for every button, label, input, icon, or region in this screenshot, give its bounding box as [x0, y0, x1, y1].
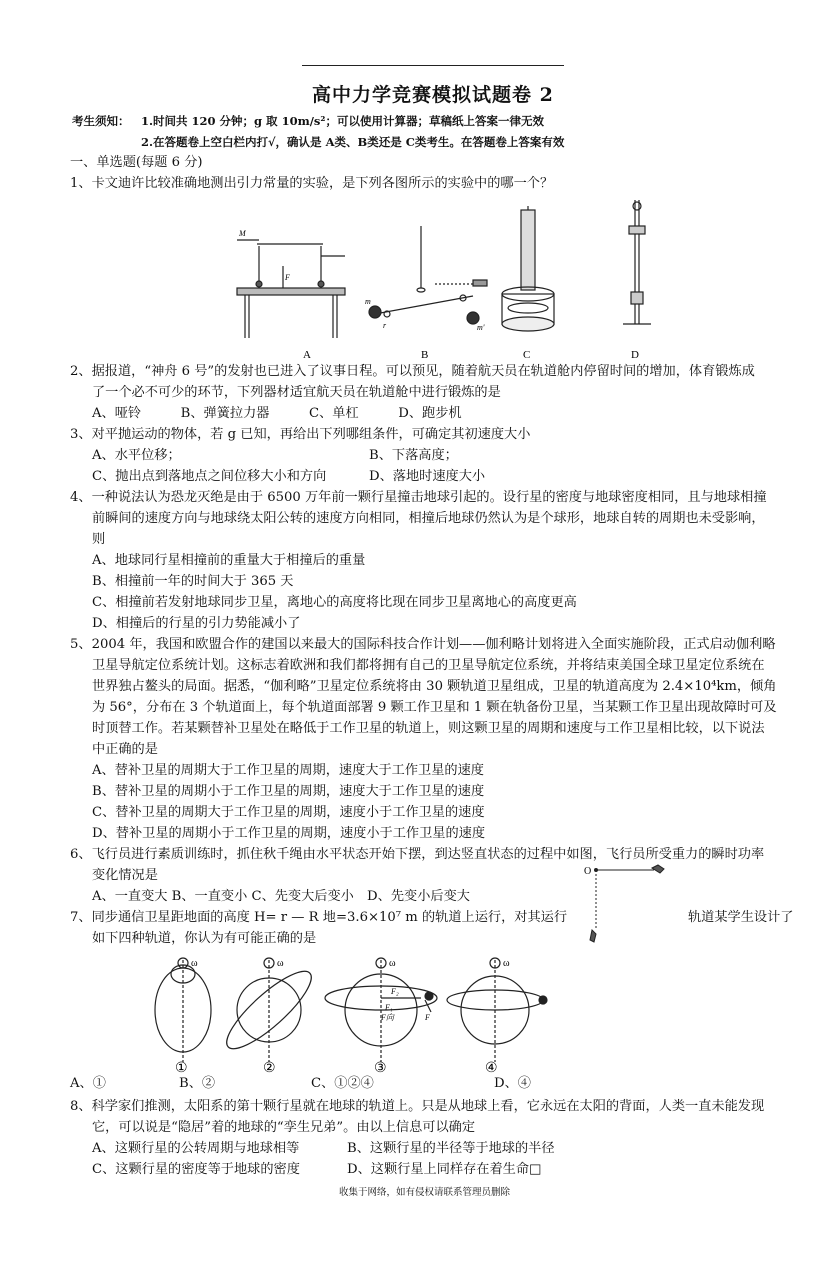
figure-a-label-f: F — [285, 273, 290, 282]
q2-stem-2: 了一个必不可少的环节，下列器材适宜航天员在轨道舱中进行锻炼的是 — [92, 385, 501, 400]
q7-stem-2: 如下四种轨道，你认为有可能正确的是 — [92, 931, 317, 946]
q8-option-c: C、这颗行星的密度等于地球的密度 — [92, 1162, 300, 1177]
q3-stem: 3、对平抛运动的物体，若 g 已知，再给出下列哪组条件，可确定其初速度大小 — [70, 427, 531, 442]
q3-option-d: D、落地时速度大小 — [369, 469, 486, 484]
q8-option-b: B、这颗行星的半径等于地球的半径 — [347, 1141, 555, 1156]
notice-line-2: 2.在答题卷上空白栏内打√，确认是 A类、B类还是 C类考生。在答题卷上答案有效 — [141, 135, 565, 149]
q7-option-d: D、④ — [494, 1076, 531, 1091]
q7-stem-1b: 轨道某学生设计了 — [688, 910, 794, 925]
q4-option-b: B、相撞前一年的时间大于 365 天 — [92, 574, 294, 589]
q7-omega-1: ω — [191, 958, 198, 969]
figure-b-label-r: r — [383, 321, 387, 330]
q4-stem-3: 则 — [92, 532, 106, 547]
q7-omega-4: ω — [503, 958, 510, 969]
q5-stem-4: 为 56°，分布在 3 个轨道面上，每个轨道面部署 9 颗工作卫星和 1 颗在轨备份卫星，当某颗工作卫星出现故障时可及 — [92, 700, 777, 715]
figure-a-label-m: M — [239, 229, 246, 238]
q1-stem: 1、卡文迪许比较准确地测出引力常量的实验，是下列各图所示的实验中的哪一个？ — [70, 176, 554, 191]
q1-figure — [225, 196, 665, 361]
notice-line-1: 1.时间共 120 分钟；g 取 10m/s²；可以使用计算器；草稿纸上答案一律无效 — [141, 114, 544, 128]
q7-force-f1: F₁ — [385, 1003, 393, 1012]
figure-d-rod-apparatus — [623, 200, 651, 324]
q7-fig-label-4: ④ — [485, 1061, 498, 1076]
q7-fig-label-2: ② — [263, 1061, 276, 1076]
figure-a-table-apparatus — [237, 240, 345, 338]
q7-option-a: A、① — [70, 1076, 106, 1091]
q4-option-a: A、地球同行星相撞前的重量大于相撞后的重量 — [92, 553, 366, 568]
figure-label-d: D — [631, 349, 639, 361]
notice-label: 考生须知： — [72, 114, 130, 128]
q2-options: A、哑铃 B、弹簧拉力器 C、单杠 D、跑步机 — [92, 406, 462, 421]
q3-option-b: B、下落高度； — [369, 448, 458, 463]
q4-option-c: C、相撞前若发射地球同步卫星，离地心的高度将比现在同步卫星离地心的高度更高 — [92, 595, 577, 610]
q4-stem-1: 4、一种说法认为恐龙灭绝是由于 6500 万年前一颗行星撞击地球引起的。设行星的密度与地球密度相同，且与地球相撞 — [70, 490, 767, 505]
figure-b-torsion-balance — [369, 226, 487, 324]
q8-stem-2: 它，可以说是“隐居”着的地球的“孪生兄弟”。由以上信息可以确定 — [92, 1120, 476, 1135]
q5-stem-1: 5、2004 年，我国和欧盟合作的建国以来最大的国际科技合作计划——伽利略计划将进入全面实施阶段，正式启动伽利略 — [70, 637, 776, 652]
q7-force-fn: F向 — [381, 1013, 394, 1022]
q7-fig-label-3: ③ — [374, 1061, 387, 1076]
figure-label-a: A — [303, 349, 311, 361]
q3-option-c: C、抛出点到落地点之间位移大小和方向 — [92, 469, 327, 484]
q4-stem-2: 前瞬间的速度方向与地球绕太阳公转的速度方向相同，相撞后地球仍然认为是个球形，地球自转的周期也未受影响， — [92, 511, 765, 526]
q6-stem-1: 6、飞行员进行素质训练时，抓住秋千绳由水平状态开始下摆，到达竖直状态的过程中如图，飞行员所受重力的瞬时功率 — [70, 847, 765, 862]
top-rule — [302, 65, 564, 66]
q6-stem-2: 变化情况是 — [92, 868, 158, 883]
q7-omega-3: ω — [389, 958, 396, 969]
figure-b-label-m: m — [365, 297, 371, 306]
figure-c-tube-apparatus — [502, 206, 554, 331]
q7-omega-2: ω — [277, 958, 284, 969]
q7-force-f: F — [425, 1013, 430, 1022]
q6-options: A、一直变大 B、一直变小 C、先变大后变小 D、先变小后变大 — [92, 889, 470, 904]
q5-option-d: D、替补卫星的周期小于工作卫星的周期，速度小于工作卫星的速度 — [92, 826, 486, 841]
q3-option-a: A、水平位移； — [92, 448, 181, 463]
q4-option-d: D、相撞后的行星的引力势能减小了 — [92, 616, 301, 631]
q6-figure-label-o: O — [584, 866, 592, 877]
figure-label-c: C — [523, 349, 531, 361]
q5-stem-2: 卫星导航定位系统计划。这标志着欧洲和我们都将拥有自己的卫星导航定位系统，并将结束美国全球卫星定位系统在 — [92, 658, 765, 673]
q7-orbit-figure — [145, 954, 565, 1076]
figure-label-b: B — [421, 349, 429, 361]
q7-fig-label-1: ① — [175, 1061, 188, 1076]
q5-option-c: C、替补卫星的周期大于工作卫星的周期，速度小于工作卫星的速度 — [92, 805, 485, 820]
q6-swing-figure — [582, 860, 692, 960]
q5-option-b: B、替补卫星的周期小于工作卫星的周期，速度大于工作卫星的速度 — [92, 784, 485, 799]
page-title: 高中力学竞赛模拟试题卷 2 — [312, 84, 554, 106]
q7-stem-1a: 7、同步通信卫星距地面的高度 H= r — R 地=3.6×10⁷ m 的轨道上运行，对其运行 — [70, 910, 568, 925]
page-footer: 收集于网络，如有侵权请联系管理员删除 — [339, 1187, 511, 1198]
q8-stem-1: 8、科学家们推测，太阳系的第十颗行星就在地球的轨道上。只是从地球上看，它永远在太阳的背面，人类一直未能发现 — [70, 1099, 765, 1114]
q5-stem-5: 时顶替工作。若某颗替补卫星处在略低于工作卫星的轨道上，则这颗卫星的周期和速度与工作卫星相比较，以下说法 — [92, 721, 765, 736]
q5-stem-6: 中正确的是 — [92, 742, 158, 757]
q8-option-a: A、这颗行星的公转周期与地球相等 — [92, 1141, 300, 1156]
q5-option-a: A、替补卫星的周期大于工作卫星的周期，速度大于工作卫星的速度 — [92, 763, 484, 778]
q2-stem-1: 2、据报道，“神舟 6 号”的发射也已进入了议事日程。可以预见，随着航天员在轨道舱内停留时间的增加，体育锻炼成 — [70, 364, 755, 379]
q8-option-d: D、这颗行星上同样存在着生命□ — [347, 1162, 542, 1177]
q7-option-c: C、①②④ — [311, 1076, 374, 1091]
figure-b-label-mprime: m' — [477, 323, 485, 332]
q5-stem-3: 世界独占鳌头的局面。据悉，“伽利略”卫星定位系统将由 30 颗轨道卫星组成，卫星的轨道高度为 2.4×10⁴km，倾角 — [92, 679, 777, 694]
q7-option-b: B、② — [179, 1076, 216, 1091]
section-heading: 一、单选题(每题 6 分) — [70, 155, 203, 170]
q7-force-f2: F₂ — [391, 987, 399, 996]
